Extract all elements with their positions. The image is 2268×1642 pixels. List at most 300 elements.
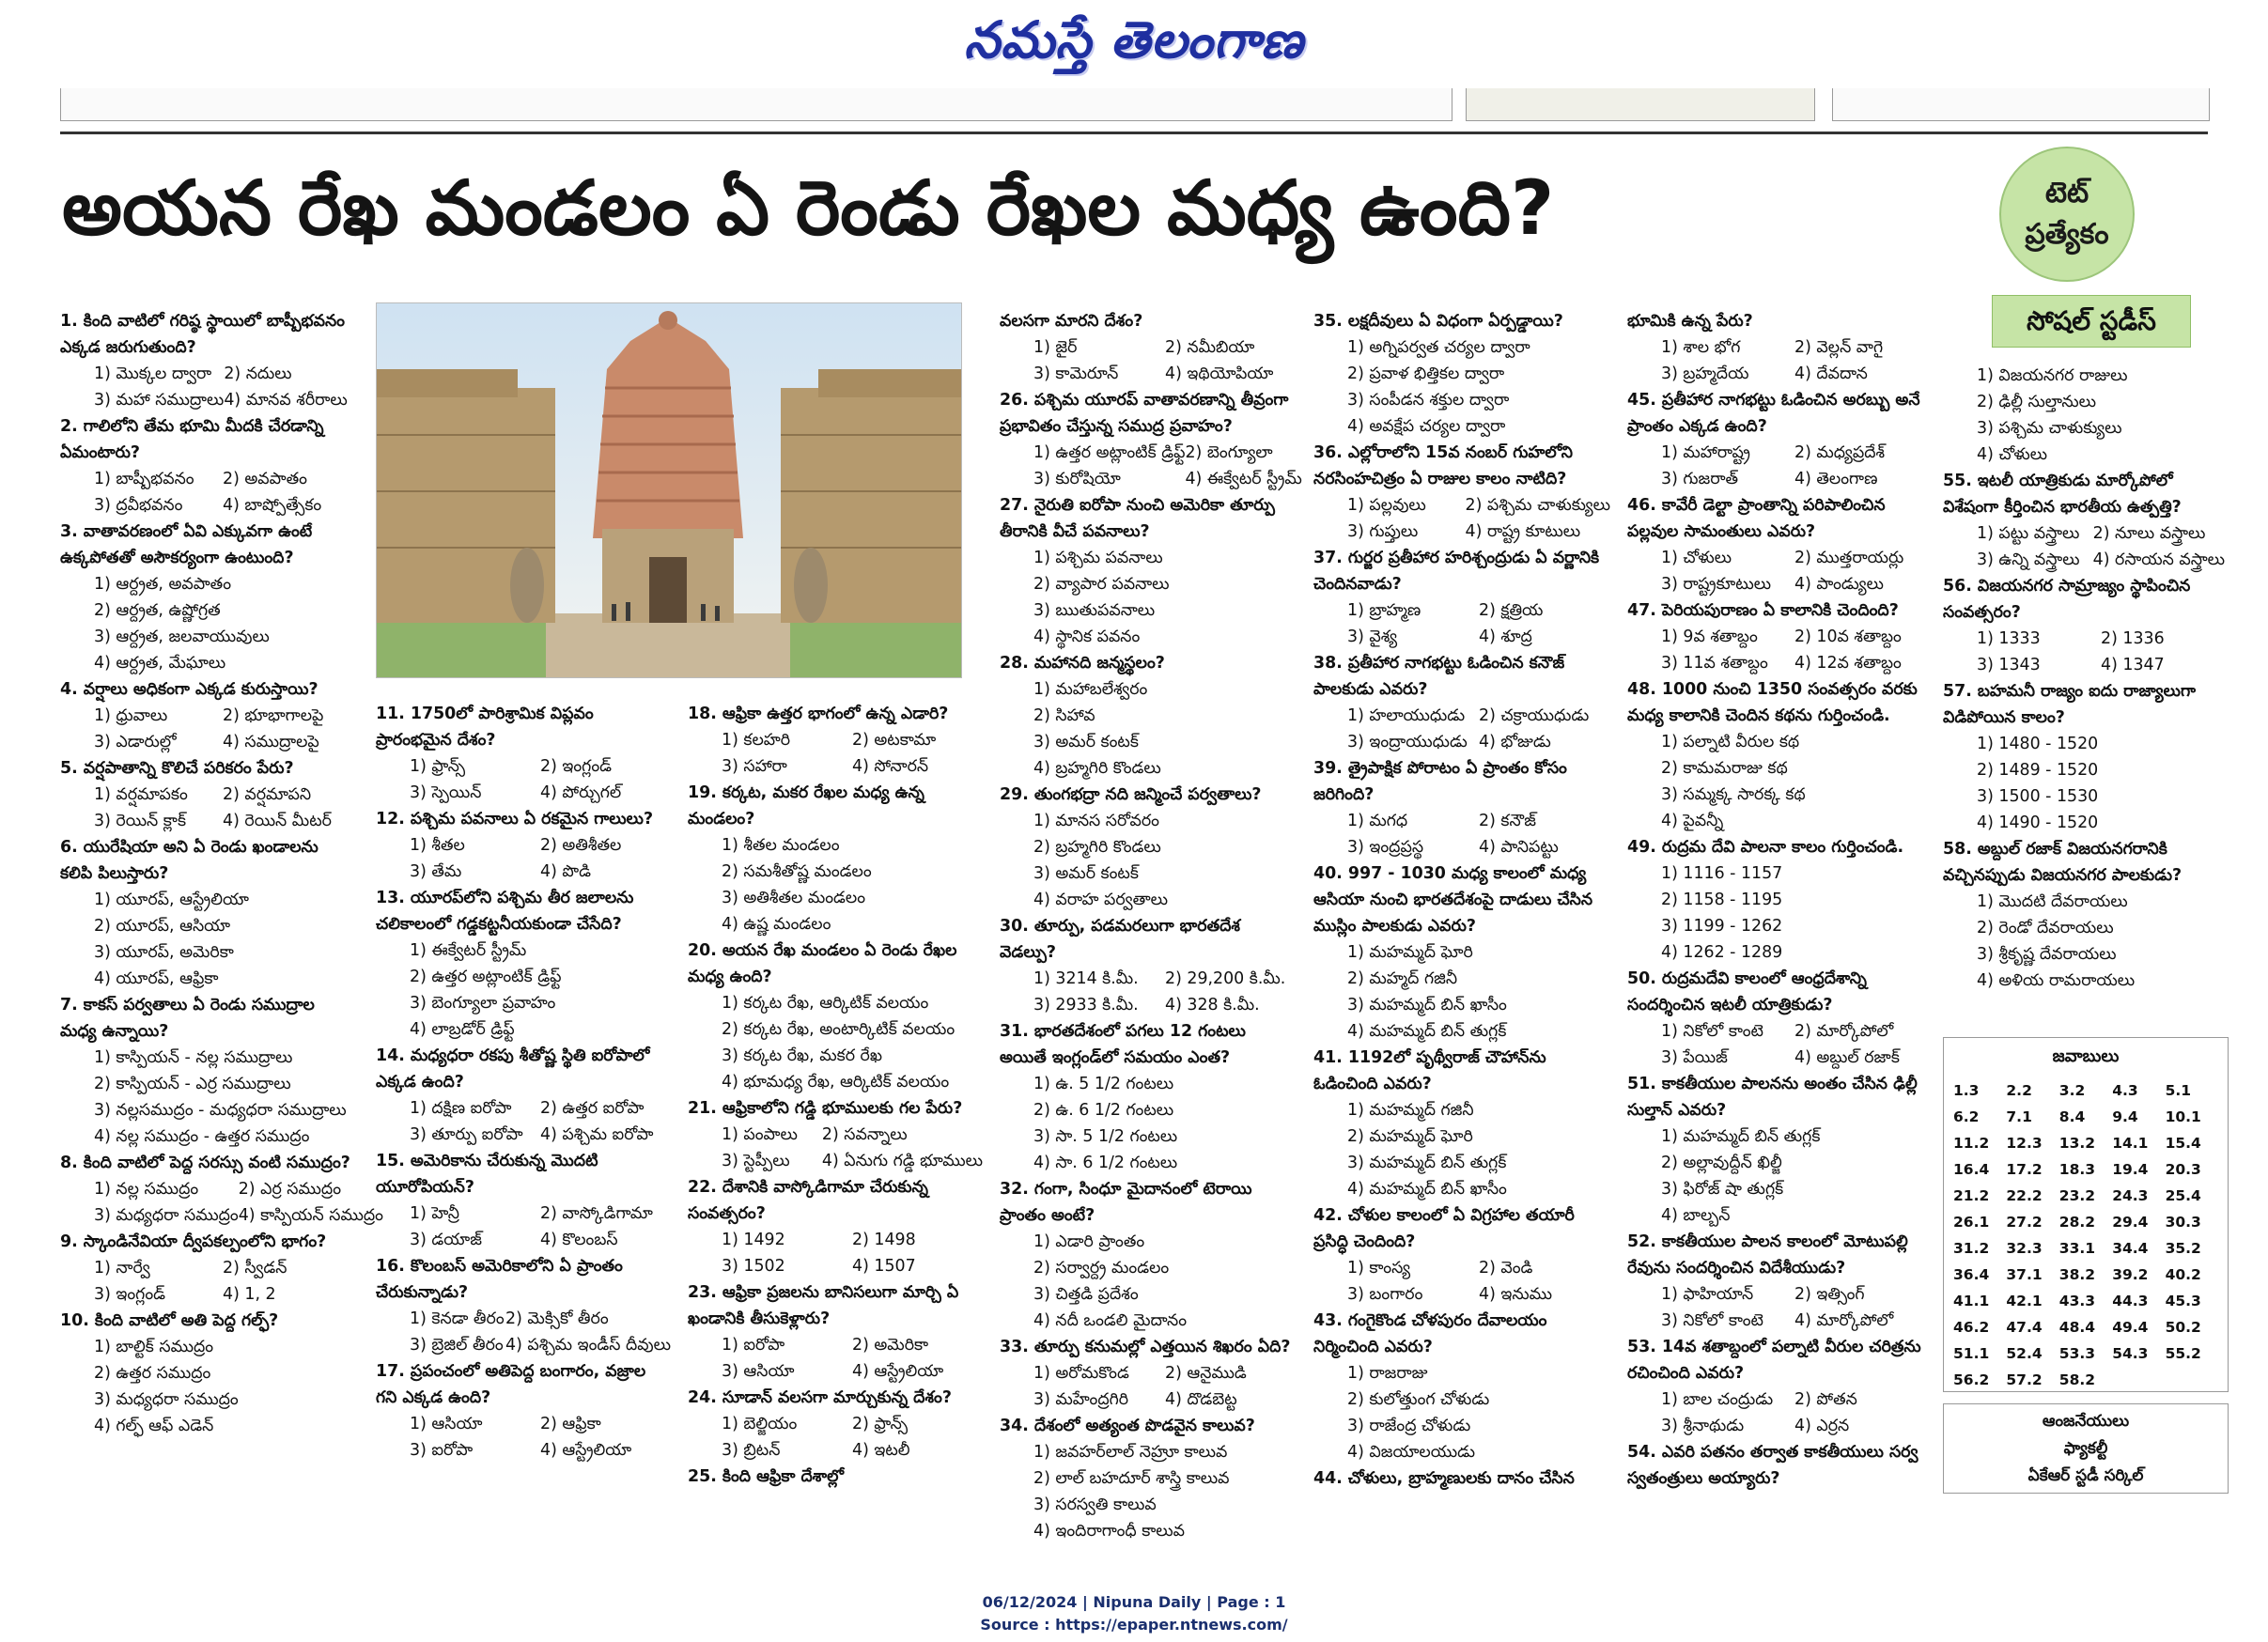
option: 1) 9వ శతాబ్దం <box>1661 627 1758 646</box>
option: 3) పేయిజ్ <box>1661 1048 1728 1067</box>
question-text: 3. వాతావరణంలో ఏవి ఎక్కువగా ఉంటే ఉక్కపోతతో అసౌకర్యంగా ఉంటుంది? <box>60 522 313 567</box>
option: 4) అబ్దుల్ రజాక్ <box>1794 1048 1900 1067</box>
option: 1) అరోమకొండ <box>1033 1364 1129 1383</box>
option: 2) పశ్చిమ చాళుక్యులు <box>1465 496 1610 515</box>
option: 2) కామమరాజు కథ <box>1661 759 1788 778</box>
footer-source-line: Source : https://epaper.ntnews.com/ <box>980 1616 1288 1634</box>
option-list <box>1313 1255 1610 1308</box>
question-text: 19. కర్కట, మకర రేఖల మధ్య ఉన్న మండలం? <box>688 783 924 829</box>
answer-item: 45.3 <box>2165 1293 2201 1309</box>
option: 4) 1490 - 1520 <box>1977 813 2099 832</box>
option: 3) ఆసియా <box>722 1362 795 1381</box>
answer-item: 37.1 <box>2006 1266 2043 1283</box>
option: 2) ఢిల్లీ సుల్తానులు <box>1977 393 2096 411</box>
option: 2) ముత్తరాయర్లు <box>1794 549 1904 567</box>
question-text: 36. ఎల్లోరాలోని 15వ నంబర్ గుహలోని నరసింహచిత్రం ఏ రాజుల కాలం నాటిది? <box>1313 443 1573 488</box>
question-text: 6. యురేషియా అని ఏ రెండు ఖండాలను కలిపి పిలుస్తారు? <box>60 838 318 883</box>
question-text: 49. రుద్రమ దేవి పాలనా కాలం గుర్తించండి. <box>1627 838 1904 857</box>
option: 3) అమర్ కంటక్ <box>1033 864 1139 883</box>
author-org: ఏకేఆర్ స్టడీ సర్కిల్ <box>2027 1465 2144 1485</box>
option: 1) కలహరి <box>722 731 791 750</box>
option-list <box>1313 492 1610 545</box>
question-text: 4. వర్షాలు అధికంగా ఎక్కడ కురుస్తాయి? <box>60 680 318 699</box>
option: 3) ఐరోపా <box>410 1441 474 1460</box>
question-text: వలసగా మారని దేశం? <box>1000 312 1143 331</box>
option: 4) పానిపట్టు <box>1479 838 1559 857</box>
option: 1) అగ్నిపర్వత చర్యల ద్వారా <box>1347 338 1530 357</box>
option: 1) మహారాష్ట్ర <box>1661 443 1750 462</box>
option: 1) మొదటి దేవరాయలు <box>1977 892 2128 911</box>
option-list <box>1943 626 2225 678</box>
option: 4) 1262 - 1289 <box>1661 943 1783 962</box>
option: 1) చోళులు <box>1661 549 1732 567</box>
option: 4) ఈక్వేటర్ స్ట్రీమ్ <box>1185 470 1302 488</box>
option: 2) ఇత్సింగ్ <box>1794 1285 1865 1304</box>
option: 4) ఎర్రన <box>1794 1417 1850 1435</box>
masthead-logo: నమస్తే తెలంగాణ <box>964 9 1304 70</box>
answer-item: 36.4 <box>1953 1266 1990 1283</box>
option: 1) కాంస్య <box>1347 1259 1411 1278</box>
option-list <box>60 1045 351 1150</box>
option: 2) క్షత్రియ <box>1479 601 1544 620</box>
option: 1) మానస సరోవరం <box>1033 812 1159 830</box>
answer-item: 15.4 <box>2165 1135 2201 1152</box>
option: 4) అళియ రామరాయలు <box>1977 971 2136 990</box>
option: 3) కురోషియో <box>1033 470 1121 488</box>
option: 1) ఆర్ద్రత, అవపాతం <box>94 575 232 594</box>
option-list <box>1627 729 1928 834</box>
option: 3) 11వ శతాబ్దం <box>1661 654 1768 673</box>
option: 3) గుప్తులు <box>1347 522 1419 541</box>
option-list <box>1627 860 1928 966</box>
page-footer <box>0 1591 2268 1636</box>
option: 3) మహమ్మద్ బిన్ తుగ్లక్ <box>1347 1154 1507 1172</box>
option: 4) ఇటలీ <box>852 1441 910 1460</box>
option: 3) శ్రీనాథుడు <box>1661 1417 1745 1435</box>
subject-label: సోషల్ స్టడీస్ <box>1992 295 2191 348</box>
question-text: 23. ఆఫ్రికా ప్రజలను బానిసలుగా మార్చి ఏ ఖండానికి తీసుకెళ్లారు? <box>688 1283 959 1328</box>
option: 1) 1116 - 1157 <box>1661 864 1783 883</box>
question-column-3 <box>688 701 983 1490</box>
question-text: 35. లక్షదీవులు ఏ విధంగా ఏర్పడ్డాయి? <box>1313 312 1563 331</box>
option: 3) బ్రిటన్ <box>722 1441 781 1460</box>
option-list <box>376 937 671 1043</box>
option: 4) ఇథియోపియా <box>1165 364 1274 383</box>
option: 2) మెక్సికో తీరం <box>505 1309 609 1328</box>
option: 1) నల్ల సముద్రం <box>94 1180 199 1199</box>
footer-date-line: 06/12/2024 | Nipuna Daily | Page : 1 <box>982 1593 1286 1611</box>
option: 2) వెల్లన్ వాగై <box>1794 338 1884 357</box>
question-text: 41. 1192లో పృథ్వీరాజ్ చౌహాన్‌ను ఓడించింది ఎవరు? <box>1313 1048 1546 1093</box>
answer-item: 21.2 <box>1953 1187 1990 1204</box>
question-column-5 <box>1313 308 1610 1492</box>
option: 4) మార్కోపోలో <box>1794 1311 1894 1330</box>
answer-item: 10.1 <box>2165 1108 2201 1125</box>
option-list <box>1313 808 1610 860</box>
option: 2) మార్కోపోలో <box>1794 1022 1894 1041</box>
option: 3) బంగారం <box>1347 1285 1423 1304</box>
option: 3) వైశ్య <box>1347 627 1398 646</box>
option: 1) కెనడా తీరం <box>410 1309 505 1328</box>
question-text: 29. తుంగభద్రా నది జన్మించే పర్వతాలు? <box>1000 785 1262 804</box>
option-list <box>1000 1439 1297 1544</box>
option: 4) 1347 <box>2101 656 2165 674</box>
option: 4) పశ్చిమ ఇండీస్ దీవులు <box>505 1336 671 1355</box>
option: 2) వ్యాపార పవనాలు <box>1033 575 1170 594</box>
option: 1) ఫ్రాన్స్ <box>410 757 466 776</box>
question-text: 52. కాకతీయుల పాలన కాలంలో మోటుపల్లి రేవును సందర్శించిన విదేశీయుడు? <box>1627 1232 1908 1278</box>
option: 1) శీతల మండలం <box>722 836 840 855</box>
question-text: 55. ఇటలీ యాత్రికుడు మార్కోపోలో విశేషంగా కీర్తించిన భారతీయ ఉత్పత్తి? <box>1943 472 2182 517</box>
option: 1) హెన్రీ <box>410 1204 460 1223</box>
option: 2) మధ్యప్రదేశ్ <box>1794 443 1886 462</box>
option: 2) ఫ్రాన్స్ <box>852 1415 909 1433</box>
option: 3) తూర్పు ఐరోపా <box>410 1125 523 1144</box>
answer-item: 47.4 <box>2006 1319 2043 1336</box>
answer-item: 17.2 <box>2006 1161 2043 1178</box>
option-list <box>1627 440 1928 492</box>
question-text: 46. కావేరీ డెల్టా ప్రాంతాన్ని పరిపాలించిన పల్లవుల సామంతులు ఎవరు? <box>1627 496 1886 541</box>
option: 1) మహమ్మద్ ఘోరి <box>1347 943 1473 962</box>
option: 2) యూరప్, ఆసియా <box>94 917 231 936</box>
answer-item: 31.2 <box>1953 1240 1990 1257</box>
option: 4) ఉష్ణ మండలం <box>722 915 831 934</box>
answer-item: 4.3 <box>2112 1082 2138 1099</box>
question-text: 25. కింది ఆఫ్రికా దేశాల్లో <box>688 1467 844 1486</box>
option: 4) ఆస్ట్రేలియా <box>540 1441 632 1460</box>
option: 1) పశ్చిమ పవనాలు <box>1033 549 1163 567</box>
option: 1) జవహర్‌లాల్ నెహ్రూ కాలువ <box>1033 1443 1228 1462</box>
question-text: 12. పశ్చిమ పవనాలు ఏ రకమైన గాలులు? <box>376 810 654 829</box>
option-list <box>60 1334 351 1439</box>
option: 4) బాల్బన్ <box>1661 1206 1731 1225</box>
option-list <box>60 466 351 519</box>
option: 3) ఇంద్రాయుధుడు <box>1347 733 1468 751</box>
option: 2) ఉత్తర ఐరోపా <box>540 1099 645 1118</box>
option: 4) సముద్రాలపై <box>223 733 319 751</box>
option: 3) తేమ <box>410 862 462 881</box>
option: 1) శాల భోగ <box>1661 338 1741 357</box>
option: 3) నల్లసముద్రం - మధ్యధరా సముద్రాలు <box>94 1101 347 1120</box>
answer-item: 52.4 <box>2006 1345 2043 1362</box>
option: 4) ఇనుము <box>1479 1285 1553 1304</box>
option: 1) మగధ <box>1347 812 1408 830</box>
option: 2) అమెరికా <box>852 1336 929 1355</box>
option-list <box>376 1411 671 1464</box>
question-text: 54. ఎవరి పతనం తర్వాత కాకతీయులు సర్వ స్వతంత్రులు అయ్యారు? <box>1627 1443 1918 1488</box>
option: 3) డయాజ్ <box>410 1231 482 1249</box>
option: 2) నదులు <box>224 364 292 383</box>
option-list <box>688 1122 983 1174</box>
option: 2) ఉత్తర అట్లాంటిక్ డ్రిఫ్ట్ <box>410 968 562 986</box>
question-text: 18. ఆఫ్రికా ఉత్తర భాగంలో ఉన్న ఎడారి? <box>688 705 949 723</box>
option-list <box>376 1306 671 1358</box>
option: 3) బెంగ్యూలా ప్రవాహం <box>410 994 556 1013</box>
option: 1) ఆసియా <box>410 1415 483 1433</box>
option: 3) బ్రహ్మదేయ <box>1661 364 1749 383</box>
answer-item: 56.2 <box>1953 1371 1990 1388</box>
answer-key <box>1943 1037 2229 1392</box>
previous-article-strip <box>1832 88 2210 121</box>
answer-item: 20.3 <box>2165 1161 2201 1178</box>
option: 1) నార్వే <box>94 1259 150 1278</box>
option: 3) స్టెప్పీలు <box>722 1152 790 1170</box>
option-list <box>688 990 983 1095</box>
option: 1) బాష్పీభవనం <box>94 470 194 488</box>
answer-item: 8.4 <box>2058 1108 2086 1125</box>
question-text: 9. స్కాండినేవియా ద్వీపకల్పంలోని భాగం? <box>60 1232 327 1251</box>
answer-item: 24.3 <box>2112 1187 2149 1204</box>
option: 2) భూభాగాలపై <box>223 706 324 725</box>
option: 4) సోనారన్ <box>852 757 929 776</box>
option: 1) పట్టు వస్త్రాలు <box>1977 524 2080 543</box>
question-text: 31. భారతదేశంలో పగలు 12 గంటలు అయితే ఇంగ్లండ్‌లో సమయం ఎంత? <box>1000 1022 1246 1067</box>
answer-item: 53.3 <box>2058 1345 2096 1362</box>
option: 1) ధ్రువాలు <box>94 706 168 725</box>
question-text: 37. గుర్జర ప్రతీహార హరిశ్చంద్రుడు ఏ వర్ణానికి చెందినవాడు? <box>1313 549 1600 594</box>
option: 4) వరాహ పర్వతాలు <box>1033 891 1168 909</box>
option: 1) ఫాహియాన్ <box>1661 1285 1754 1304</box>
option: 3) ఫిరోజ్ షా తుగ్లక్ <box>1661 1180 1784 1199</box>
option: 1) రాజరాజు <box>1347 1364 1428 1383</box>
question-text: 38. ప్రతీహార నాగభట్టు ఓడించిన కనౌజ్ పాలకుడు ఎవరు? <box>1313 654 1565 699</box>
answer-item: 42.1 <box>2006 1293 2043 1309</box>
option: 2) కనౌజ్ <box>1479 812 1536 830</box>
option: 3) మధ్యధరా సముద్రం <box>94 1206 239 1225</box>
option: 3) ఋతుపవనాలు <box>1033 601 1156 620</box>
option-list <box>1000 440 1302 492</box>
option: 2) బ్రహ్మగిరి కొండలు <box>1033 838 1161 857</box>
option-list <box>1000 966 1297 1018</box>
option: 2) మహ్మద్ గజినీ <box>1347 969 1458 988</box>
option-list <box>1000 545 1297 650</box>
question-column-7 <box>1943 363 2225 994</box>
option: 4) ఏనుగు గడ్డి భూములు <box>821 1152 983 1170</box>
answer-item: 14.1 <box>2112 1135 2149 1152</box>
question-text: 28. మహానది జన్మస్థలం? <box>1000 654 1165 673</box>
question-text: 27. నైరుతి ఐరోపా నుంచి అమెరికా తూర్పు తీరానికి వీచే పవనాలు? <box>1000 496 1275 541</box>
option: 3) చిత్తడి ప్రదేశం <box>1033 1285 1139 1304</box>
question-text: 53. 14వ శతాబ్దంలో పల్నాటి వీరుల చరిత్రను రచించింది ఎవరు? <box>1627 1338 1921 1383</box>
option: 4) రసాయన వస్త్రాలు <box>2092 550 2225 569</box>
question-text: 48. 1000 నుంచి 1350 సంవత్సరం వరకు మధ్య కాలానికి చెందిన కథను గుర్తించండి. <box>1627 680 1918 725</box>
question-text: 7. కాకస్ పర్వతాలు ఏ రెండు సముద్రాల మధ్య ఉన్నాయి? <box>60 996 315 1041</box>
answer-item: 7.1 <box>2006 1108 2032 1125</box>
answer-item: 27.2 <box>2006 1214 2043 1231</box>
option: 2) 1489 - 1520 <box>1977 761 2099 780</box>
question-text: 10. కింది వాటిలో అతి పెద్ద గల్ఫ్? <box>60 1311 279 1330</box>
option: 4) పాండ్యులు <box>1794 575 1884 594</box>
option: 1) బెల్జియం <box>722 1415 798 1433</box>
option: 3) సా. 5 1/2 గంటలు <box>1033 1127 1178 1146</box>
option: 1) 1333 <box>1977 629 2041 648</box>
option: 4) సా. 6 1/2 గంటలు <box>1033 1154 1178 1172</box>
option: 1) ఈక్వేటర్ స్ట్రీమ్ <box>410 941 527 960</box>
answer-item: 11.2 <box>1953 1135 1990 1152</box>
option: 3) బ్రెజిల్ తీరం <box>410 1336 504 1355</box>
answer-item: 16.4 <box>1953 1161 1990 1178</box>
option: 3) ఆర్ద్రత, జలవాయువులు <box>94 627 270 646</box>
option: 2) సవన్నాలు <box>821 1125 908 1144</box>
option: 4) చోళులు <box>1977 445 2048 464</box>
option: 2) అల్లావుద్దీన్ ఖిల్జీ <box>1661 1154 1782 1172</box>
question-text: 34. దేశంలో అత్యంత పొడవైన కాలువ? <box>1000 1417 1255 1435</box>
option: 2) అటకామా <box>852 731 937 750</box>
option: 4) లాబ్రడోర్ డ్రిఫ్ట్ <box>410 1020 515 1039</box>
answer-item: 34.4 <box>2112 1240 2149 1257</box>
option-list <box>60 361 351 413</box>
option-list <box>60 571 351 676</box>
option: 3) ఉన్ని వస్త్రాలు <box>1977 550 2080 569</box>
option: 3) 1343 <box>1977 656 2041 674</box>
option: 2) స్వీడన్ <box>223 1259 287 1278</box>
tet-special-badge <box>1999 147 2135 282</box>
option: 1) దక్షిణ ఐరోపా <box>410 1099 512 1118</box>
question-text: 15. అమెరికాను చేరుకున్న మొదటి యూరోపియన్? <box>376 1152 598 1197</box>
option: 2) ఉ. 6 1/2 గంటలు <box>1033 1101 1174 1120</box>
answer-item: 12.3 <box>2006 1135 2043 1152</box>
option: 1) పల్నాటి వీరుల కథ <box>1661 733 1800 751</box>
question-text: 13. యూరప్‌లోని పశ్చిమ తీర జలాలను చలికాలంలో గడ్డకట్టనీయకుండా చేసేది? <box>376 889 634 934</box>
option-list <box>1627 1123 1928 1229</box>
answer-item: 57.2 <box>2006 1371 2043 1388</box>
option: 1) 1480 - 1520 <box>1977 735 2099 753</box>
option: 4) దొడబెట్ట <box>1165 1390 1237 1409</box>
option-list <box>1627 334 1928 387</box>
option-list <box>376 1095 671 1148</box>
option-list <box>1943 731 2225 836</box>
question-text: 43. గంగైకొండ చోళపురం దేవాలయం నిర్మించింది ఎవరు? <box>1313 1311 1547 1356</box>
option: 3) సమ్మక్క సారక్క కథ <box>1661 785 1806 804</box>
option: 4) గల్ఫ్ ఆఫ్ ఎడెన్ <box>94 1417 214 1435</box>
option-list <box>1000 676 1297 782</box>
option: 4) కొలంబస్ <box>540 1231 618 1249</box>
option: 1) మొక్కల ద్వారా <box>94 364 212 383</box>
question-text: 1. కింది వాటిలో గరిష్ఠ స్థాయిలో బాష్పీభవనం ఎక్కడ జరుగుతుంది? <box>60 312 345 357</box>
option-list <box>688 832 983 937</box>
option-list <box>1943 520 2225 573</box>
option: 2) చక్రాయుధుడు <box>1479 706 1590 725</box>
option-list <box>1627 545 1928 597</box>
option: 4) మహమ్మద్ బిన్ తుగ్లక్ <box>1347 1022 1507 1041</box>
answer-item: 18.3 <box>2058 1161 2096 1178</box>
option: 3) అమర్ కంటక్ <box>1033 733 1139 751</box>
option: 3) మహమ్మద్ బిన్ ఖాసీం <box>1347 996 1507 1015</box>
temple-photo <box>376 302 962 678</box>
question-text: 40. 997 - 1030 మధ్య కాలంలో మధ్య ఆసియా నుంచి భారతదేశంపై దాడులు చేసిన ముస్లిం పాలకుడు ఎవరు? <box>1313 864 1593 936</box>
option: 1) పంపాలు <box>722 1125 798 1144</box>
option: 2) 1158 - 1195 <box>1661 891 1783 909</box>
answer-item: 48.4 <box>2058 1319 2096 1336</box>
option: 2) వెండి <box>1479 1259 1533 1278</box>
question-text: 58. అబ్దుల్ రజాక్ విజయనగరానికి వచ్చినప్పుడు విజయనగర పాలకుడు? <box>1943 840 2183 885</box>
option-list <box>1943 889 2225 994</box>
option-list <box>1000 1360 1297 1413</box>
option-list <box>1313 939 1610 1045</box>
option: 4) రెయిన్ మీటర్ <box>223 812 332 830</box>
option: 1) వర్షమాపకం <box>94 785 188 804</box>
option-list <box>376 832 671 885</box>
answer-item: 44.3 <box>2112 1293 2149 1309</box>
option: 4) రాష్ట్ర కూటులు <box>1465 522 1581 541</box>
question-text: 2. గాలిలోని తేమ భూమి మీదకి చేరడాన్ని ఏమంటారు? <box>60 417 324 462</box>
option: 3) యూరప్, అమెరికా <box>94 943 234 962</box>
option: 4) 328 కి.మీ. <box>1165 996 1260 1015</box>
answer-item: 23.2 <box>2058 1187 2096 1204</box>
answer-item: 6.2 <box>1953 1108 1980 1125</box>
question-text: 22. దేశానికి వాస్కోడిగామా చేరుకున్న సంవత్సరం? <box>688 1178 928 1223</box>
option-list <box>1000 808 1297 913</box>
option-list <box>1313 597 1610 650</box>
option: 2) వర్షమాపని <box>223 785 312 804</box>
option: 1) బ్రాహ్మణ <box>1347 601 1421 620</box>
option: 4) పైవన్నీ <box>1661 812 1724 830</box>
option-list <box>688 1411 983 1464</box>
option: 2) రెండో దేవరాయలు <box>1977 919 2114 937</box>
question-text: 44. చోళులు, బ్రాహ్మణులకు దానం చేసిన <box>1313 1469 1575 1488</box>
option-list <box>1000 334 1297 387</box>
option: 4) భూమధ్య రేఖ, ఆర్కిటిక్ వలయం <box>722 1073 950 1092</box>
option: 4) శూద్ర <box>1479 627 1532 646</box>
answer-item: 5.1 <box>2165 1082 2192 1099</box>
answer-item: 55.2 <box>2165 1345 2201 1362</box>
option: 3) మహేంద్రగిరి <box>1033 1390 1129 1409</box>
previous-article-strip <box>60 88 1452 121</box>
option: 2) కులోత్తుంగ చోళుడు <box>1347 1390 1490 1409</box>
answer-item: 19.4 <box>2112 1161 2149 1178</box>
masthead <box>0 0 2268 79</box>
option: 4) కాస్పియన్ సముద్రం <box>238 1206 383 1225</box>
answer-item: 40.2 <box>2165 1266 2201 1283</box>
option: 4) 1, 2 <box>223 1285 276 1304</box>
question-text: 24. సూడాన్ వలసగా మార్చుకున్న దేశం? <box>688 1388 952 1407</box>
question-text: 56. విజయనగర సామ్రాజ్యం స్థాపించిన సంవత్సరం? <box>1943 577 2191 622</box>
answer-item: 50.2 <box>2165 1319 2201 1336</box>
option: 3) ఇంగ్లండ్ <box>94 1285 166 1304</box>
option-list <box>60 782 351 834</box>
answer-item: 28.2 <box>2058 1214 2096 1231</box>
option: 3) పశ్చిమ చాళుక్యులు <box>1977 419 2122 438</box>
option: 3) ద్రవీభవనం <box>94 496 183 515</box>
option-list <box>1000 1071 1297 1176</box>
option: 1) కర్కట రేఖ, ఆర్కిటిక్ వలయం <box>722 994 929 1013</box>
option-list <box>60 1176 383 1229</box>
option: 1) ఉ. 5 1/2 గంటలు <box>1033 1075 1174 1093</box>
question-text: 32. గంగా, సింధూ మైదానంలో టెరాయి ప్రాంతం అంటే? <box>1000 1180 1252 1225</box>
option: 4) మానవ శరీరాలు <box>224 391 348 410</box>
option: 2) ఆఫ్రికా <box>540 1415 601 1433</box>
option-list <box>1000 1229 1297 1334</box>
answer-item: 29.4 <box>2112 1214 2149 1231</box>
answer-item: 49.4 <box>2112 1319 2149 1336</box>
question-column-2 <box>376 701 671 1464</box>
badge-line: టెట్ <box>2044 177 2089 209</box>
option: 1) మహాబలేశ్వరం <box>1033 680 1148 699</box>
option: 2) మహమ్మద్ ఘోరి <box>1347 1127 1473 1146</box>
option-list <box>688 1227 983 1279</box>
option: 2) లాల్ బహదూర్ శాస్త్రి కాలువ <box>1033 1469 1230 1488</box>
question-text: 47. పెరియపురాణం ఏ కాలానికి చెందింది? <box>1627 601 1899 620</box>
option: 1) 1492 <box>722 1231 785 1249</box>
option-list <box>688 1332 983 1385</box>
answer-item: 1.3 <box>1953 1082 1980 1099</box>
question-text: 14. మధ్యధరా రకపు శీతోష్ణ స్థితి ఐరోపాలో ఎక్కడ ఉంది? <box>376 1046 650 1092</box>
option: 3) నికోలో కాంటె <box>1661 1311 1763 1330</box>
option: 2) 10వ శతాబ్దం <box>1794 627 1902 646</box>
option: 2) 1498 <box>852 1231 916 1249</box>
option: 3) సరస్వతి కాలువ <box>1033 1495 1157 1514</box>
author-name: ఆంజనేయులు <box>2042 1411 2130 1431</box>
